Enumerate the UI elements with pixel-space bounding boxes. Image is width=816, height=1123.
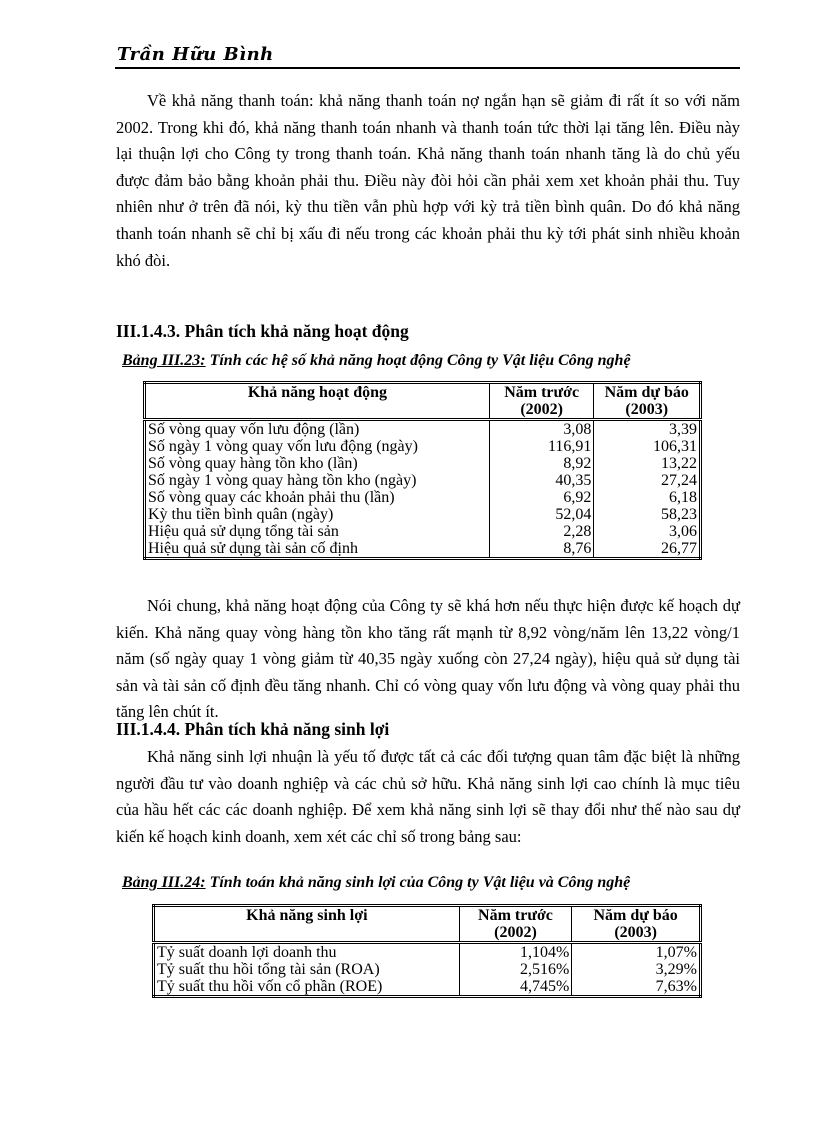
section-heading-activity: III.1.4.3. Phân tích khả năng hoạt động	[116, 321, 409, 341]
row-label: Hiệu quả sử dụng tài sản cố định	[145, 540, 490, 559]
value-2003: 106,31	[594, 438, 701, 455]
row-label: Số vòng quay vốn lưu động (lần)	[145, 420, 490, 439]
value-2003: 3,39	[594, 420, 701, 439]
table-row	[145, 438, 701, 455]
row-label: Tỷ suất thu hồi vốn cổ phần (ROE)	[154, 978, 460, 997]
paragraph-profitability: Khả năng sinh lợi nhuận là yếu tố được tất cả các đối tượng quan tâm đặc biệt là những người đầu tư vào doanh nghiệp và các chủ sở hữu. Khả năng sinh lợi cao chính là mục tiêu của hầu hết các các doanh nghiệp. Để xem khả năng sinh lợi sẽ thay đổi như thế nào sau dự kiến kế hoạch kinh doanh, xem xét các chỉ số trong bảng sau:	[116, 747, 740, 846]
paragraph-activity-summary: Nói chung, khả năng hoạt động của Công ty sẽ khá hơn nếu thực hiện được kế hoạch dự kiến. Khả năng quay vòng hàng tồn kho tăng rất mạnh từ 8,92 vòng/năm lên 13,22 vòng/1 năm (số ngày quay 1 vòng giảm từ 40,35 ngày xuống còn 27,24 ngày), hiệu quả sử dụng tài sản và tài sản cố định đều tăng nhanh. Chỉ có vòng quay vốn lưu động và vòng quay phải thu tăng lên chút ít.	[116, 596, 740, 722]
column-header: Năm dự báo (2003)	[594, 383, 701, 420]
column-header: Năm trước (2002)	[459, 906, 572, 943]
table-row	[154, 961, 701, 978]
value-2002: 40,35	[489, 472, 594, 489]
table1-caption	[122, 352, 631, 370]
header-rule	[115, 67, 740, 69]
table-header-row	[145, 383, 701, 420]
value-2002: 1,104%	[459, 943, 572, 962]
row-label: Tỷ suất thu hồi tổng tài sản (ROA)	[154, 961, 460, 978]
value-2003: 13,22	[594, 455, 701, 472]
value-2003: 27,24	[594, 472, 701, 489]
value-2003: 26,77	[594, 540, 701, 559]
value-2002: 6,92	[489, 489, 594, 506]
table-profitability-ratios	[152, 904, 702, 998]
value-2003: 3,29%	[572, 961, 701, 978]
row-label: Số ngày 1 vòng quay hàng tồn kho (ngày)	[145, 472, 490, 489]
value-2002: 2,28	[489, 523, 594, 540]
value-2002: 3,08	[489, 420, 594, 439]
row-label: Kỳ thu tiền bình quân (ngày)	[145, 506, 490, 523]
value-2002: 8,76	[489, 540, 594, 559]
table-activity-ratios	[143, 381, 702, 560]
table1-caption-title: Tính các hệ số khả năng hoạt động Công ty Vật liệu Công nghệ	[205, 352, 631, 369]
column-header: Năm dự báo (2003)	[572, 906, 701, 943]
row-label: Hiệu quả sử dụng tổng tài sản	[145, 523, 490, 540]
page-header-author: Trần Hữu Bình	[117, 44, 274, 65]
table1-caption-label: Bảng III.23:	[122, 352, 206, 369]
paragraph-solvency: Về khả năng thanh toán: khả năng thanh toán nợ ngắn hạn sẽ giảm đi rất ít so với năm 2002. Trong khi đó, khả năng thanh toán nhanh và thanh toán tức thời lại tăng lên. Điều này lại thuận lợi cho Công ty trong thanh toán. Khả năng thanh toán nhanh tăng là do chủ yếu được đảm bảo bằng khoản phải thu. Điều này đòi hỏi cần phải xem xet khoản phải thu. Tuy nhiên như ở trên đã nói, kỳ thu tiền vẫn phù hợp với kỳ trả tiền bình quân. Do đó khả năng thanh toán nhanh sẽ chỉ bị xấu đi nếu trong các khoản phải thu kỳ tới phát sinh nhiều khoản khó đòi.	[116, 91, 740, 270]
table-row	[145, 540, 701, 559]
value-2003: 1,07%	[572, 943, 701, 962]
table-row	[145, 506, 701, 523]
table2-caption	[122, 874, 630, 892]
column-header: Khả năng hoạt động	[145, 383, 490, 420]
value-2003: 7,63%	[572, 978, 701, 997]
column-header: Khả năng sinh lợi	[154, 906, 460, 943]
value-2002: 8,92	[489, 455, 594, 472]
value-2002: 4,745%	[459, 978, 572, 997]
value-2002: 52,04	[489, 506, 594, 523]
table-row	[145, 420, 701, 439]
value-2003: 6,18	[594, 489, 701, 506]
row-label: Số ngày 1 vòng quay vốn lưu động (ngày)	[145, 438, 490, 455]
table-row	[145, 472, 701, 489]
table-row	[154, 943, 701, 962]
row-label: Số vòng quay các khoản phải thu (lần)	[145, 489, 490, 506]
value-2002: 116,91	[489, 438, 594, 455]
table-row	[145, 489, 701, 506]
table-header-row	[154, 906, 701, 943]
column-header: Năm trước (2002)	[489, 383, 594, 420]
table-row	[145, 455, 701, 472]
table-row	[145, 523, 701, 540]
value-2003: 3,06	[594, 523, 701, 540]
table-row	[154, 978, 701, 997]
section-heading-profitability: III.1.4.4. Phân tích khả năng sinh lợi	[116, 719, 390, 739]
value-2002: 2,516%	[459, 961, 572, 978]
row-label: Số vòng quay hàng tồn kho (lần)	[145, 455, 490, 472]
table2-caption-title: Tính toán khả năng sinh lợi của Công ty Vật liệu và Công nghệ	[205, 874, 631, 891]
row-label: Tỷ suất doanh lợi doanh thu	[154, 943, 460, 962]
value-2003: 58,23	[594, 506, 701, 523]
table2-caption-label: Bảng III.24:	[122, 874, 206, 891]
